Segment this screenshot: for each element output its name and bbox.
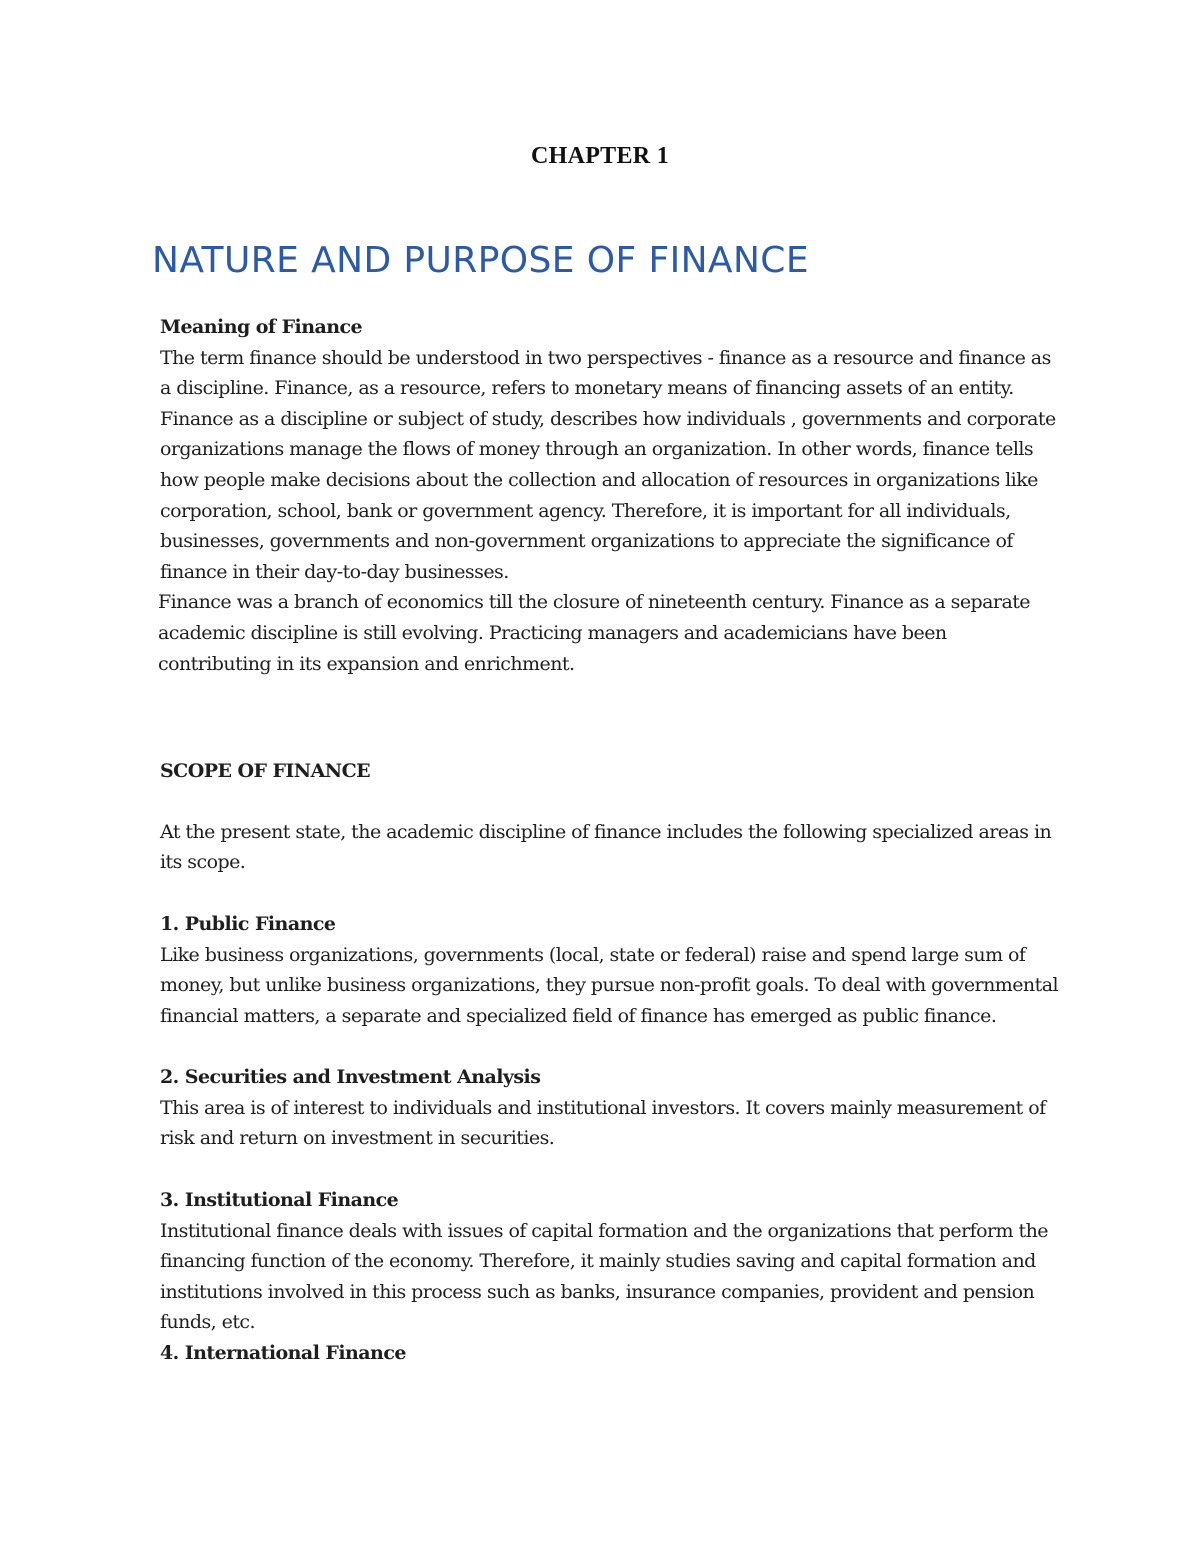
chapter-label: CHAPTER 1 (530, 143, 670, 169)
spacer (160, 1031, 1060, 1062)
subsection-heading-public-finance: 1. Public Finance (160, 912, 336, 935)
paragraph-scope-intro: At the present state, the academic discipline of finance includes the following specialized areas in its scope. (160, 820, 1052, 874)
section-heading-scope: SCOPE OF FINANCE (160, 760, 371, 783)
spacer (160, 1154, 1060, 1185)
paragraph-securities: This area is of interest to individuals and institutional investors. It covers mainly measurement of risk and return on investment in securities. (160, 1096, 1046, 1150)
paragraph-meaning-2: Finance was a branch of economics till the closure of nineteenth century. Finance as a separate academic discipline is still evolving. Practicing managers and academicians have been contributing in its expansion and enrichment. (158, 591, 1031, 675)
page-title: NATURE AND PURPOSE OF FINANCE (152, 240, 809, 281)
subsection-heading-securities: 2. Securities and Investment Analysis (160, 1066, 541, 1089)
subsection-heading-international: 4. International Finance (160, 1342, 406, 1365)
document-body (160, 312, 1060, 1369)
subsection-heading-institutional: 3. Institutional Finance (160, 1189, 399, 1212)
paragraph-meaning-1: The term finance should be understood in two perspectives - finance as a resource and finance as a discipline. Finance, as a resource, refers to monetary means of financing assets of an entity. Finance as a discipline or subject of study, describes how individuals , governments and corporate organizations manage the flows of money through an organization. In other words, finance tells how people make decisions about the collection and allocation of resources in organizations like corporation, school, bank or government agency. Therefore, it is important for all individuals, businesses, governments and non-government organizations to appreciate the significance of finance in their day-to-day businesses. (160, 346, 1056, 583)
spacer (160, 679, 1060, 756)
spacer (160, 787, 1060, 817)
section-heading-meaning: Meaning of Finance (160, 316, 363, 338)
paragraph-institutional: Institutional finance deals with issues of capital formation and the organizations that perform the financing function of the economy. Therefore, it mainly studies saving and capital formation and institutions involved in this process such as banks, insurance companies, provident and pension funds, etc. (160, 1219, 1048, 1334)
paragraph-public-finance: Like business organizations, governments (local, state or federal) raise and spend large sum of money, but unlike business organizations, they pursue non-profit goals. To deal with governmental financial matters, a separate and specialized field of finance has emerged as public finance. (160, 943, 1058, 1027)
spacer (160, 878, 1060, 909)
